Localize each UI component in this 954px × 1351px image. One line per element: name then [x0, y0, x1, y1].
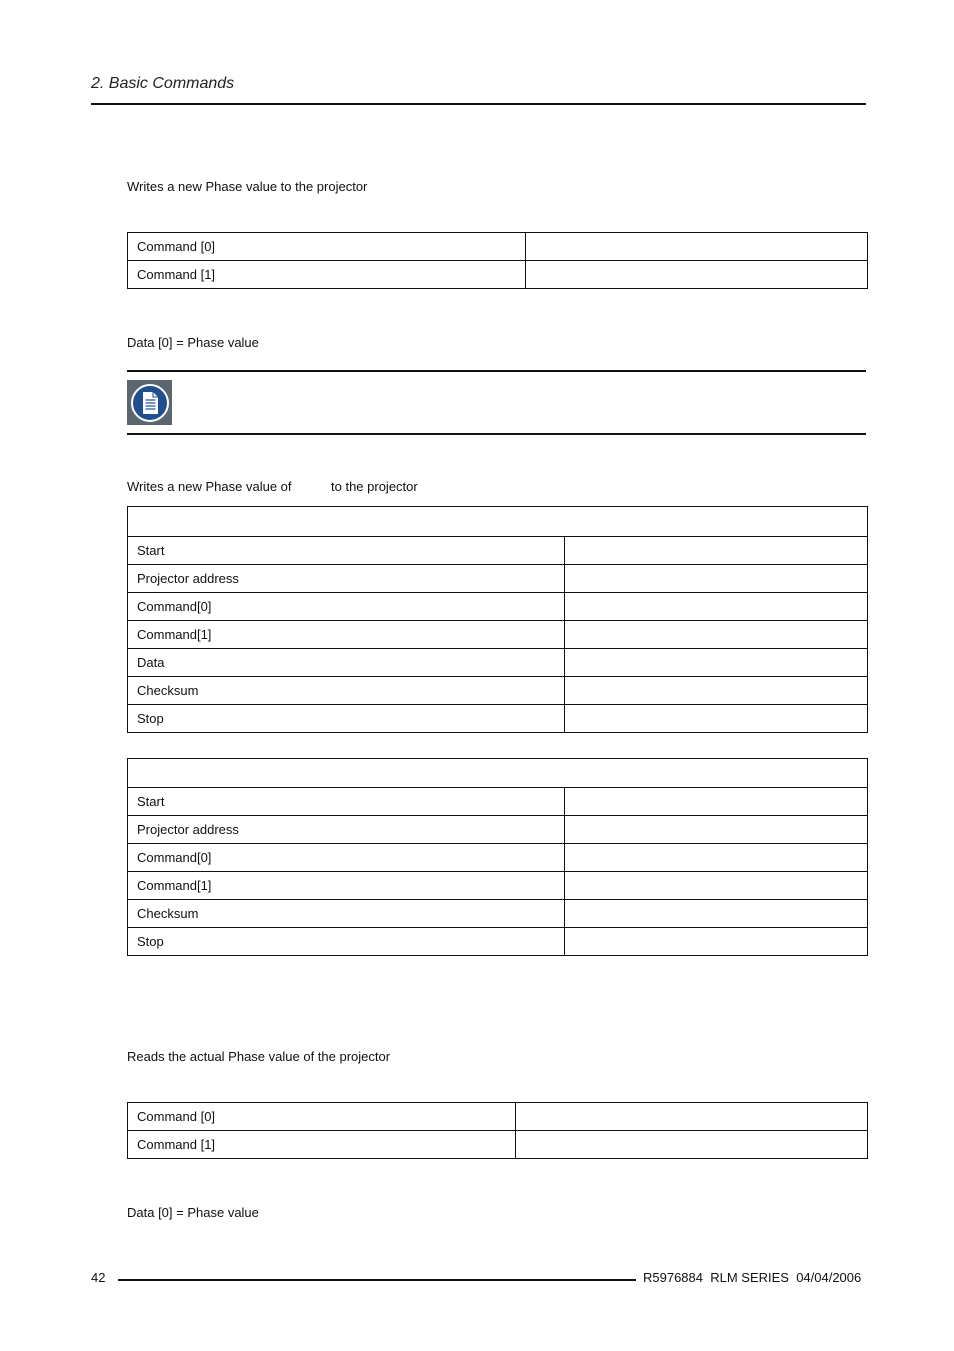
field-label: Command[1] — [128, 621, 565, 649]
field-label: Command[1] — [128, 872, 565, 900]
table-row — [128, 261, 868, 289]
field-label: Data — [128, 649, 565, 677]
field-label: Projector address — [128, 565, 565, 593]
example-description-after: to the projector — [331, 479, 418, 494]
footer-divider — [118, 1279, 636, 1281]
table-row — [128, 1103, 868, 1131]
page-number: 42 — [91, 1270, 106, 1285]
field-value — [565, 649, 868, 677]
note-bottom-rule — [127, 433, 866, 435]
table-row — [128, 705, 868, 733]
command-value — [526, 261, 868, 289]
section1-description: Writes a new Phase value to the projector — [127, 179, 368, 194]
field-value — [565, 705, 868, 733]
table-header-row — [128, 507, 868, 537]
command-label: Command [1] — [128, 261, 526, 289]
table-row — [128, 844, 868, 872]
command-value — [516, 1103, 868, 1131]
table-row — [128, 593, 868, 621]
table-header — [128, 507, 868, 537]
field-value — [565, 565, 868, 593]
section2-data-line: Data [0] = Phase value — [127, 1205, 259, 1220]
table-row — [128, 621, 868, 649]
table-row — [128, 872, 868, 900]
table-row — [128, 1131, 868, 1159]
table-row — [128, 677, 868, 705]
section2-command-table — [127, 1102, 868, 1159]
table-row — [128, 900, 868, 928]
note-document-icon — [127, 380, 172, 425]
field-value — [565, 928, 868, 956]
field-value — [565, 872, 868, 900]
field-label: Checksum — [128, 677, 565, 705]
example-send-table — [127, 506, 868, 733]
example-description-before: Writes a new Phase value of — [127, 479, 292, 494]
section1-command-table — [127, 232, 868, 289]
field-value — [565, 816, 868, 844]
table-row — [128, 788, 868, 816]
table-row — [128, 537, 868, 565]
table-header — [128, 759, 868, 788]
command-label: Command [0] — [128, 1103, 516, 1131]
example-ack-table — [127, 758, 868, 956]
note-top-rule — [127, 370, 866, 372]
command-value — [526, 233, 868, 261]
field-value — [565, 844, 868, 872]
field-label: Checksum — [128, 900, 565, 928]
page-header-title: 2. Basic Commands — [91, 75, 235, 92]
field-value — [565, 677, 868, 705]
command-label: Command [0] — [128, 233, 526, 261]
field-label: Start — [128, 537, 565, 565]
table-row — [128, 233, 868, 261]
field-value — [565, 593, 868, 621]
table-row — [128, 816, 868, 844]
document-reference: R5976884 RLM SERIES 04/04/2006 — [643, 1270, 862, 1285]
field-label: Stop — [128, 705, 565, 733]
header-divider — [91, 103, 866, 105]
command-label: Command [1] — [128, 1131, 516, 1159]
field-value — [565, 537, 868, 565]
table-row — [128, 649, 868, 677]
field-label: Command[0] — [128, 593, 565, 621]
field-value — [565, 621, 868, 649]
field-label: Stop — [128, 928, 565, 956]
section1-data-line: Data [0] = Phase value — [127, 335, 259, 350]
field-label: Projector address — [128, 816, 565, 844]
table-header-row — [128, 759, 868, 788]
field-label: Start — [128, 788, 565, 816]
field-value — [565, 788, 868, 816]
table-row — [128, 928, 868, 956]
table-row — [128, 565, 868, 593]
section2-description: Reads the actual Phase value of the projector — [127, 1049, 391, 1064]
field-value — [565, 900, 868, 928]
field-label: Command[0] — [128, 844, 565, 872]
command-value — [516, 1131, 868, 1159]
